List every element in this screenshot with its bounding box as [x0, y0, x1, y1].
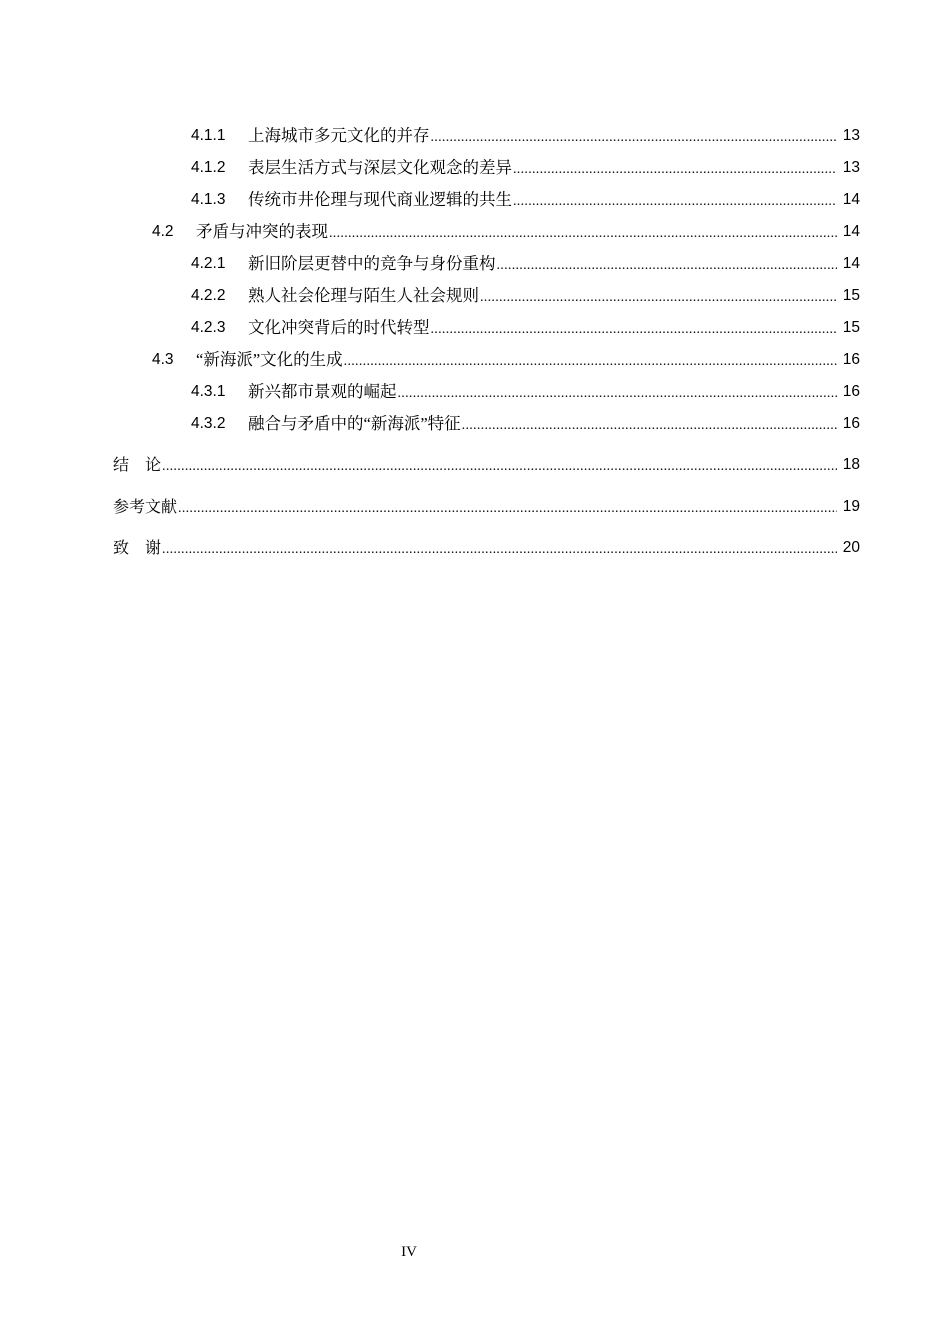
toc-entry-acknowledgements[interactable]	[0, 529, 950, 559]
toc-entry-title: 传统市井伦理与现代商业逻辑的共生	[248, 190, 512, 209]
toc-entry-4-2-1[interactable]	[0, 245, 950, 275]
toc-dot-leader	[178, 496, 837, 518]
toc-entry-title: 结 论	[113, 455, 162, 474]
page-footer-number: IV	[401, 1244, 417, 1260]
toc-entry-4-3[interactable]	[0, 341, 950, 371]
toc-entry-page: 20	[842, 539, 860, 556]
toc-entry-title: “新海派”文化的生成	[196, 350, 343, 369]
toc-entry-page: 15	[842, 319, 860, 336]
toc-entry-conclusion[interactable]	[0, 446, 950, 476]
toc-entry-page: 14	[842, 255, 860, 272]
toc-entry-references[interactable]	[0, 488, 950, 518]
toc-dot-leader	[480, 285, 837, 307]
toc-entry-title: 熟人社会伦理与陌生人社会规则	[248, 286, 479, 305]
toc-entry-title: 上海城市多元文化的并存	[248, 126, 430, 145]
toc-dot-leader	[162, 454, 837, 476]
toc-entry-page: 19	[842, 498, 860, 515]
toc-entry-page: 16	[842, 415, 860, 432]
toc-entry-number: 4.2.3	[191, 319, 226, 336]
toc-entry-number: 4.2.1	[191, 255, 226, 272]
toc-entry-title: 矛盾与冲突的表现	[196, 222, 328, 241]
toc-entry-title: 致 谢	[113, 538, 162, 557]
toc-entry-number: 4.2	[152, 223, 174, 240]
toc-dot-leader	[462, 413, 837, 435]
toc-entry-4-2-2[interactable]	[0, 277, 950, 307]
toc-entry-number: 4.1.3	[191, 191, 226, 208]
toc-dot-leader	[513, 157, 837, 179]
toc-entry-page: 13	[842, 127, 860, 144]
toc-entry-number: 4.3.2	[191, 415, 226, 432]
toc-entry-title: 新兴都市景观的崛起	[248, 382, 397, 401]
toc-entry-number: 4.2.2	[191, 287, 226, 304]
toc-entry-number: 4.1.2	[191, 159, 226, 176]
toc-entry-4-1-3[interactable]	[0, 181, 950, 211]
toc-entry-title: 融合与矛盾中的“新海派”特征	[248, 414, 461, 433]
toc-dot-leader	[513, 189, 837, 211]
toc-entry-title: 参考文献	[113, 497, 178, 516]
toc-dot-leader	[329, 221, 837, 243]
toc-dot-leader	[162, 537, 837, 559]
toc-dot-leader	[431, 317, 838, 339]
toc-entry-page: 14	[842, 191, 860, 208]
toc-entry-title: 表层生活方式与深层文化观念的差异	[248, 158, 512, 177]
toc-entry-title: 新旧阶层更替中的竞争与身份重构	[248, 254, 496, 273]
toc-entry-4-2-3[interactable]	[0, 309, 950, 339]
toc-entry-number: 4.3.1	[191, 383, 226, 400]
toc-entry-title: 文化冲突背后的时代转型	[248, 318, 430, 337]
toc-entry-page: 14	[842, 223, 860, 240]
toc-entry-page: 13	[842, 159, 860, 176]
toc-entry-number: 4.3	[152, 351, 174, 368]
toc-entry-4-1-1[interactable]	[0, 117, 950, 147]
toc-entry-4-3-1[interactable]	[0, 373, 950, 403]
toc-entry-4-3-2[interactable]	[0, 405, 950, 435]
toc-dot-leader	[398, 381, 838, 403]
toc-entry-4-2[interactable]	[0, 213, 950, 243]
toc-dot-leader	[497, 253, 838, 275]
toc-entry-number: 4.1.1	[191, 127, 226, 144]
toc-dot-leader	[431, 125, 838, 147]
toc-entry-4-1-2[interactable]	[0, 149, 950, 179]
toc-entry-page: 15	[842, 287, 860, 304]
toc-entry-page: 18	[842, 456, 860, 473]
toc-entry-page: 16	[842, 351, 860, 368]
toc-entry-page: 16	[842, 383, 860, 400]
toc-dot-leader	[344, 349, 837, 371]
